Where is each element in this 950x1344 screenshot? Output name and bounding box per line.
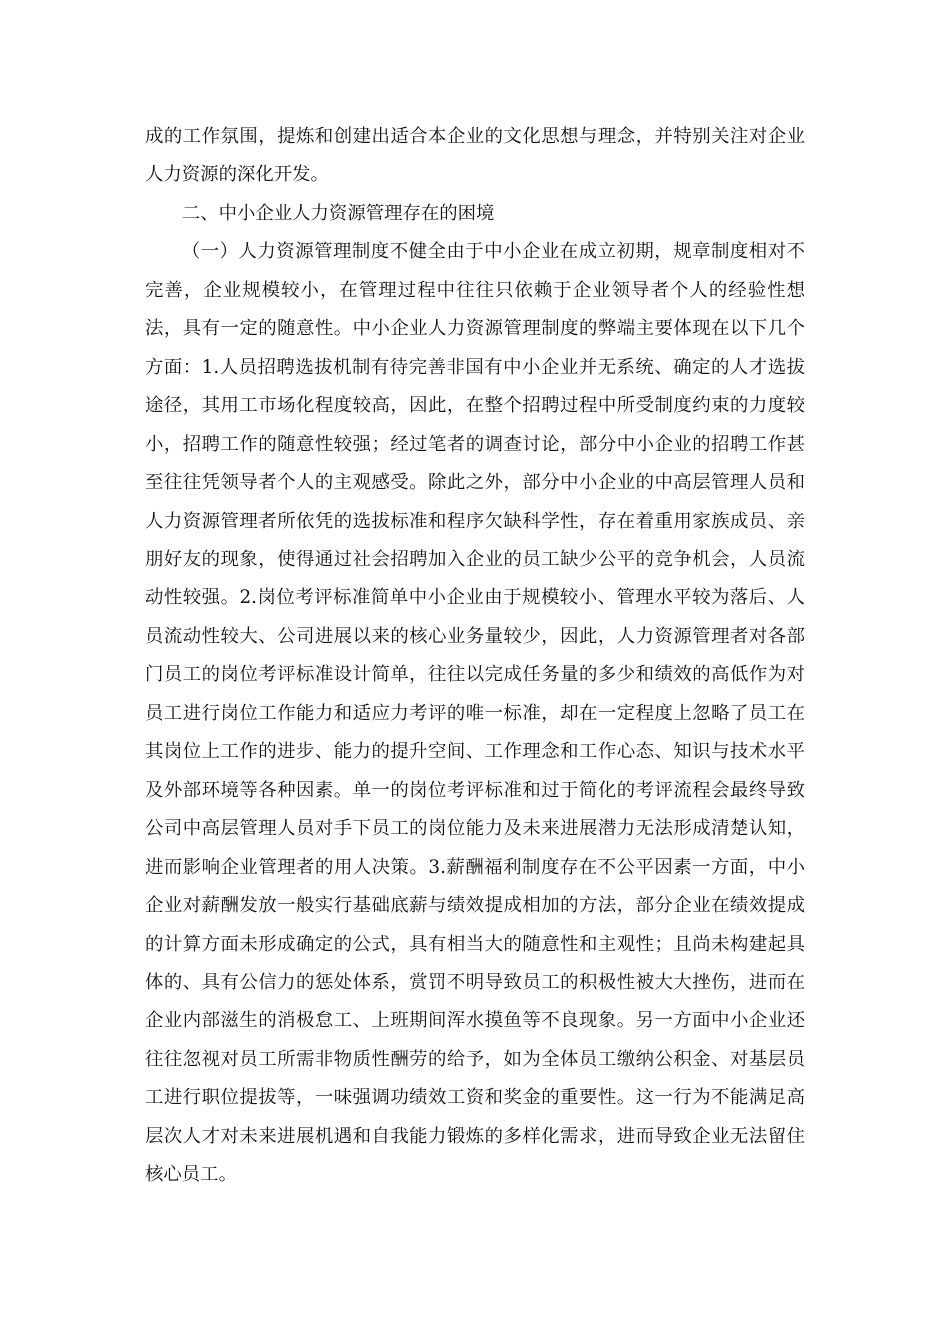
paragraph-body: （一）人力资源管理制度不健全由于中小企业在成立初期，规章制度相对不完善，企业规模较小，在管理过程中往往只依赖于企业领导者个人的经验性想法，具有一定的随意性。中小企业人力资源管理制度的弊端主要体现在以下几个方面：1.人员招聘选拔机制有待完善非国有中小企业并无系统、确定的人才选拔途径，其用工市场化程度较高，因此，在整个招聘过程中所受制度约束的力度较小，招聘工作的随意性较强；经过笔者的调查讨论，部分中小企业的招聘工作甚至往往凭领导者个人的主观感受。除此之外，部分中小企业的中高层管理人员和人力资源管理者所依凭的选拔标准和程序欠缺科学性，存在着重用家族成员、亲朋好友的现象，使得通过社会招聘加入企业的员工缺少公平的竞争机会，人员流动性较强。2.岗位考评标准简单中小企业由于规模较小、管理水平较为落后、人员流动性较大、公司进展以来的核心业务量较少，因此，人力资源管理者对各部门员工的岗位考评标准设计简单，往往以完成任务量的多少和绩效的高低作为对员工进行岗位工作能力和适应力考评的唯一标准，却在一定程度上忽略了员工在其岗位上工作的进步、能力的提升空间、工作理念和工作心态、知识与技术水平及外部环境等各种因素。单一的岗位考评标准和过于简化的考评流程会最终导致公司中高层管理人员对手下员工的岗位能力及未来进展潜力无法形成清楚认知，进而影响企业管理者的用人决策。3.薪酬福利制度存在不公平因素一方面，中小企业对薪酬发放一般实行基础底薪与绩效提成相加的方法，部分企业在绩效提成的计算方面未形成确定的公式，具有相当大的随意性和主观性；且尚未构建起具体的、具有公信力的惩处体系，赏罚不明导致员工的积极性被大大挫伤，进而在企业内部滋生的消极怠工、上班期间浑水摸鱼等不良现象。另一方面中小企业还往往忽视对员工所需非物质性酬劳的给予，如为全体员工缴纳公积金、对基层员工进行职位提拔等，一味强调功绩效工资和奖金的重要性。这一行为不能满足高层次人才对未来进展机遇和自我能力锻炼的多样化需求，进而导致企业无法留住核心员工。 xyxy=(145,241,805,1186)
paragraph-continuation: 成的工作氛围，提炼和创建出适合本企业的文化思想与理念，并特别关注对企业人力资源的深化开发。 xyxy=(145,126,805,186)
document-body xyxy=(145,118,805,1195)
section-heading: 二、中小企业人力资源管理存在的困境 xyxy=(181,202,495,224)
